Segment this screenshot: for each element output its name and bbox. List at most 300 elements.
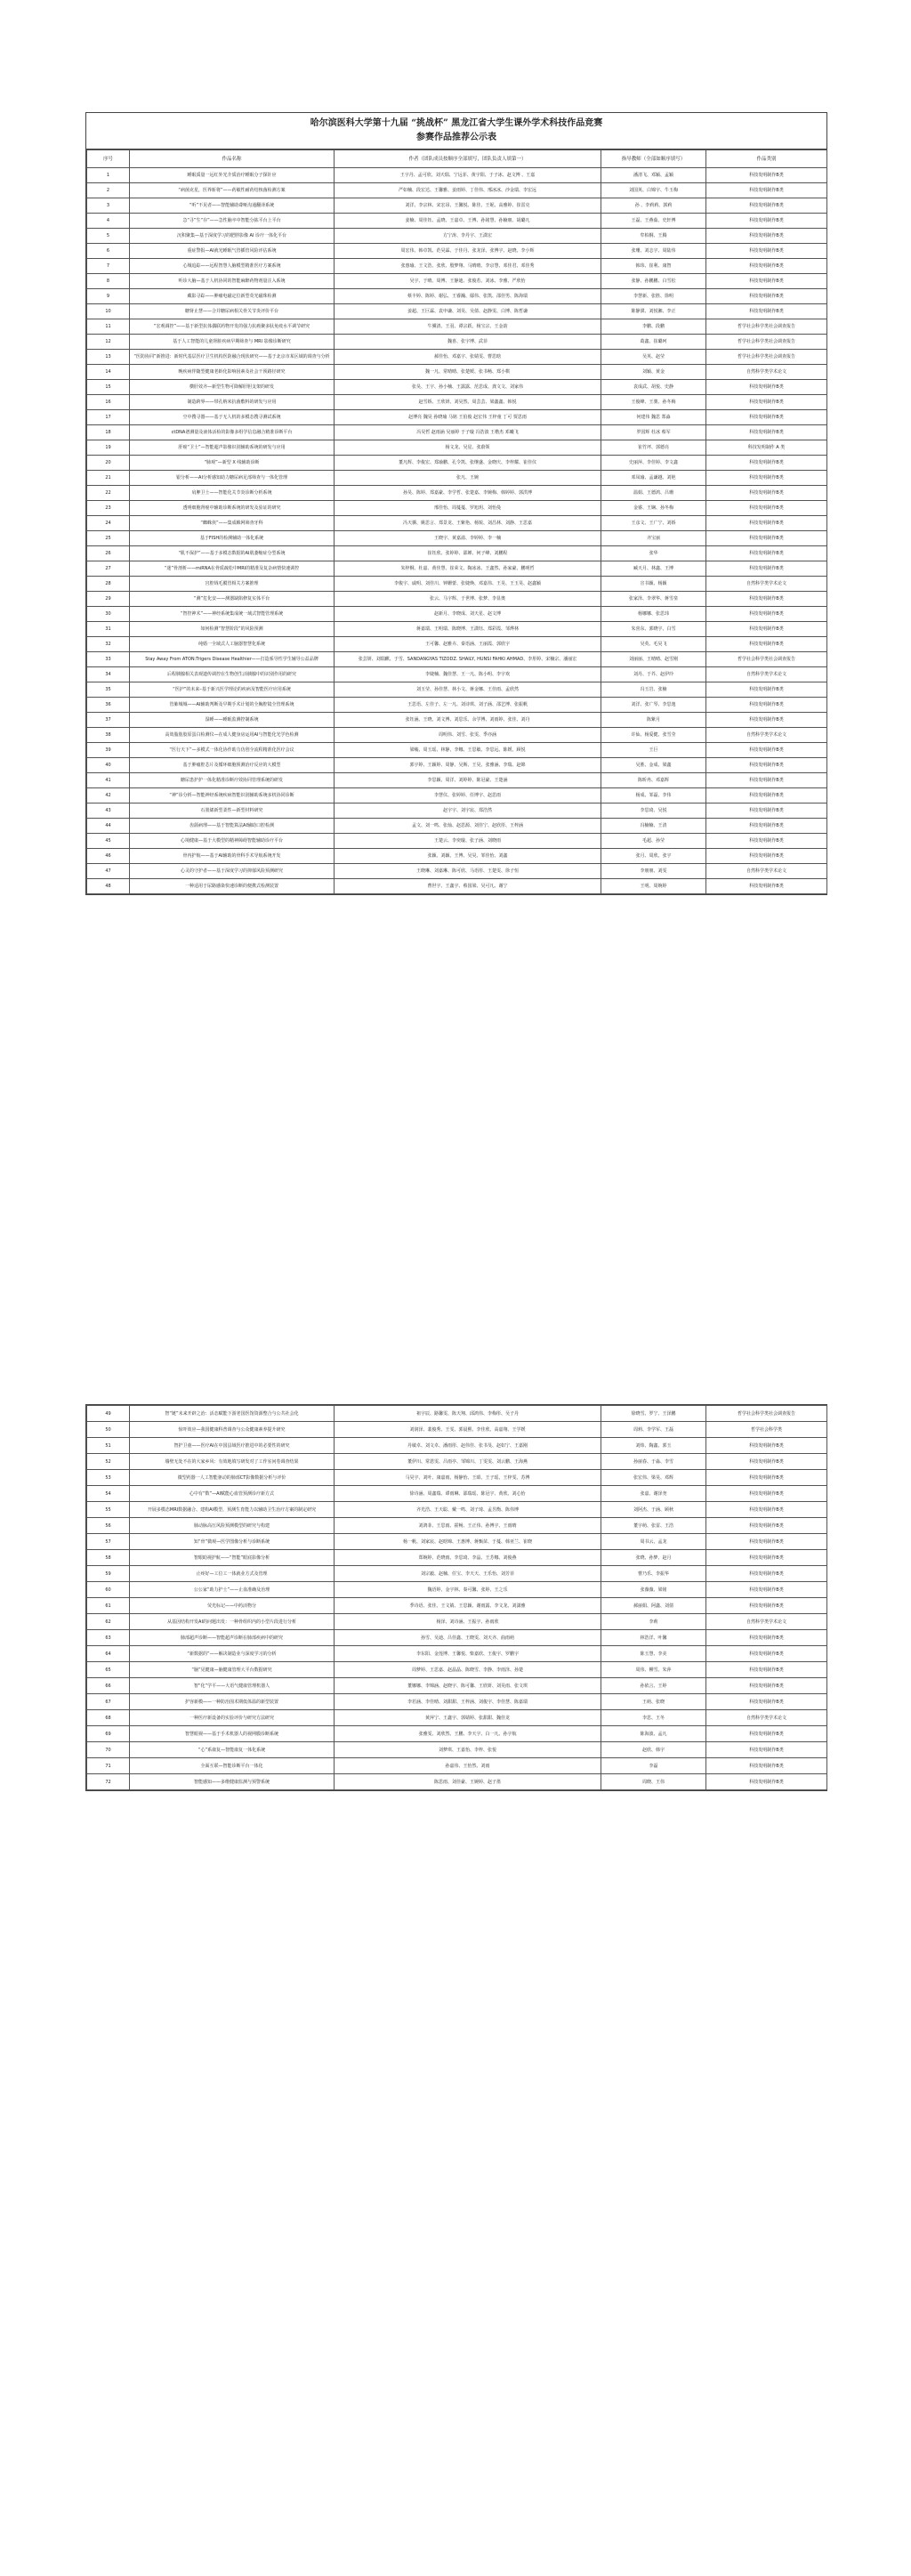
cell-authors: 刘梦琪、王嘉怡、李梓、张悦: [335, 1742, 601, 1758]
cell-authors: 刘玉莹、孙佳慧、林小文、蒋金娜、王佳雨、孟欣然: [335, 682, 601, 698]
cell-authors: 张惠瑜、王文浩、张欣、殷梦翔、马晴晴、李京慧、邓佳君、邓佳秀: [335, 259, 601, 274]
cell-work: 智慧眼视——基于手术机器人的视网膜诊断系统: [130, 1726, 335, 1742]
cell-work: 湿睡——睡眠监测控制系统: [130, 713, 335, 728]
cell-no: 68: [87, 1710, 130, 1726]
table-row: [87, 471, 827, 486]
cell-work: “脑”见健康—脑健康管理大平台数据研究: [130, 1662, 335, 1678]
cell-work: 急“寻”生“存”——急性脑卒中智能分拣平台上平台: [130, 214, 335, 229]
table-row: [87, 1694, 827, 1710]
cell-category: 科技发明制作B类: [706, 1598, 827, 1614]
cell-category: 科技发明制作B类: [706, 561, 827, 577]
cell-advisor: 牟柏桐、王腾: [601, 229, 706, 244]
cell-no: 64: [87, 1646, 130, 1662]
cell-category: 科技发明制作B类: [706, 1534, 827, 1550]
cell-authors: 董娜娜、李锦涵、赵晓宇、陈可馨、王欣妍、刘昊雨、张文琪: [335, 1678, 601, 1694]
cell-work: 智“化”学平——大语气健康管理机器人: [130, 1678, 335, 1694]
cell-advisor: 刘阿杰、于涵、顾秋: [601, 1502, 706, 1518]
cell-advisor: 孙依言、王婷: [601, 1678, 706, 1694]
cell-no: 27: [87, 561, 130, 577]
cell-category: 科技发明制作B类: [706, 1438, 827, 1454]
cell-no: 66: [87, 1678, 130, 1694]
cell-advisor: 刘颖、黄金: [601, 365, 706, 380]
cell-work: 墙壁无处不在的大家乡风：有效地填写研发对了工作室问卷调查结果: [130, 1454, 335, 1470]
table-row: [87, 486, 827, 501]
table-row: [87, 1630, 827, 1646]
cell-no: 17: [87, 410, 130, 425]
cell-advisor: 郝丽娟、阿鑫、刘倩: [601, 1598, 706, 1614]
cell-authors: 齐光浩、王天聪、戴一鸣、刘子琦、孟昱衡、陈伟博: [335, 1502, 601, 1518]
table-header-row: [87, 150, 827, 168]
cell-no: 70: [87, 1742, 130, 1758]
cell-no: 40: [87, 758, 130, 773]
table-row: [87, 1598, 827, 1614]
cell-authors: 孟文、刘一鸣、张灿、赵思源、刘佳宁、赵欣彤、王梓涵: [335, 819, 601, 834]
cell-work: 心境健康—基于大模型的精神障碍智能辅助诊疗平台: [130, 834, 335, 849]
cell-no: 61: [87, 1598, 130, 1614]
cell-category: 科技发明制作B类: [706, 592, 827, 607]
cell-category: 科技发明制作B类: [706, 849, 827, 864]
cell-advisor: 李鹏、段鹏: [601, 319, 706, 335]
cell-work: “测”危化安——测器缺陷修复实体平台: [130, 592, 335, 607]
cell-work: 管肺城城——AI辅助判断及早期手术计划的全胸腔镜全管理系统: [130, 698, 335, 713]
table-row: [87, 244, 827, 259]
header-advisor: 指导教师（全部如顺序填写）: [601, 150, 706, 168]
cell-work: 止疼好—工位工一体就业方式及管理: [130, 1566, 335, 1582]
cell-work: 纯婚一全域式人工脑器智慧化系统: [130, 637, 335, 652]
cell-authors: 郝佳怡、邓嘉宇、张婧雯、曹思晗: [335, 350, 601, 365]
cell-category: 自然科学类学术论文: [706, 864, 827, 879]
cell-authors: 王宇丹、孟可欣、刘天瑞、宁远菲、黄宇阳、于子冰、赵文博 、王嘉: [335, 168, 601, 183]
table-row: [87, 1422, 827, 1438]
cell-advisor: 吴胜、金成、梁鑫: [601, 758, 706, 773]
cell-advisor: 张嘉、谢泽尧: [601, 1486, 706, 1502]
table-row: [87, 1662, 827, 1678]
table-row: [87, 728, 827, 743]
cell-work: 微型药器一人工智能驱动的肺部CT影像数据分析与评价: [130, 1470, 335, 1486]
cell-work: 惊吓效应—我国健康科普调查与公众健康素养提升研究: [130, 1422, 335, 1438]
cell-advisor: 张华: [601, 546, 706, 561]
cell-work: 制造跨界——带孔纳米抗菌敷料的研发与应用: [130, 395, 335, 410]
cell-category: 科技发明制作B类: [706, 1502, 827, 1518]
table-row: [87, 289, 827, 304]
cell-category: 科技发明制作B类: [706, 819, 827, 834]
cell-no: 11: [87, 319, 130, 335]
cell-category: 科技发明制作B类: [706, 304, 827, 319]
cell-authors: 朱梓桐、杜嘉、黄佳慧、崔荣文、陶冰冰、王鑫然、孙家豪、鹏明哲: [335, 561, 601, 577]
cell-advisor: 温娟、王德鸿、吕珊: [601, 486, 706, 501]
table-row: [87, 1502, 827, 1518]
cell-work: 基于人工智能的儿童肾脏疾病早期筛查与 MRI 影像诊断研究: [130, 335, 335, 350]
table-row: [87, 259, 827, 274]
cell-no: 26: [87, 546, 130, 561]
cell-authors: 杨泽、刘诗涵、王振宇、孙雨欣: [335, 1614, 601, 1630]
table-row: [87, 1438, 827, 1454]
table-row: [87, 516, 827, 531]
cell-category: 哲学社会科学类社会调查报告: [706, 350, 827, 365]
cell-no: 8: [87, 274, 130, 289]
cell-advisor: 韩玮、崔利、康智: [601, 259, 706, 274]
cell-advisor: 陈玉慧、李美: [601, 1646, 706, 1662]
cell-authors: 祖宇辰、路馨雯、陈天翔、邱鸿伟、李梅彤、吴子丹: [335, 1406, 601, 1422]
cell-no: 24: [87, 516, 130, 531]
cell-work: 肺动脉高压风险预测模型的研究与构建: [130, 1518, 335, 1534]
table-row: [87, 531, 827, 546]
cell-no: 44: [87, 819, 130, 834]
cell-no: 36: [87, 698, 130, 713]
cell-category: 自然科学类学术论文: [706, 1614, 827, 1630]
cell-advisor: 臧天月、林鑫、王博: [601, 561, 706, 577]
cell-category: 科技发明制作B类: [706, 622, 827, 637]
cell-authors: 郑婉婷、范晓雨、李思琦、李晶、王芳娜、刘俊燕: [335, 1550, 601, 1566]
cell-no: 62: [87, 1614, 130, 1630]
table-row: [87, 214, 827, 229]
cell-advisor: 李思琦、吴悦: [601, 803, 706, 819]
header-work: 作品名称: [130, 150, 335, 168]
cell-authors: 黄萍宁、王鑫宇、郭婧婷、张甜甜、魏佳龙: [335, 1710, 601, 1726]
cell-advisor: 罗国辉 杜冰 蔡军: [601, 425, 706, 440]
cell-category: 科技发明制作B类: [706, 259, 827, 274]
cell-advisor: 杨娜娜、张思玮: [601, 607, 706, 622]
cell-advisor: 刘洋、张广琴、李思逸: [601, 698, 706, 713]
cell-category: 科技发明制作B类: [706, 1662, 827, 1678]
cell-advisor: 孙丽春、于淼、李雪: [601, 1454, 706, 1470]
cell-category: 科技发明制作B类: [706, 198, 827, 214]
cell-advisor: 王萌、张晓: [601, 1694, 706, 1710]
cell-no: 65: [87, 1662, 130, 1678]
table-row: [87, 1582, 827, 1598]
cell-no: 23: [87, 501, 130, 516]
cell-authors: 孙嘉伟、王怡然、刘雨: [335, 1758, 601, 1774]
cell-advisor: 张珊、刘志宇、周陆伟: [601, 244, 706, 259]
cell-work: 公公家“助力护士”——止血准确及治理: [130, 1582, 335, 1598]
cell-authors: 刘洋、李宗林、宋宏昂、王馨悦、陈佳、王妮、高雅婷、崔雷克: [335, 198, 601, 214]
cell-authors: 杨文龙、吴星、张蔚领: [335, 440, 601, 456]
cell-advisor: 王磊、王燕茹、史轩博: [601, 214, 706, 229]
cell-advisor: 徐晓雪、罗宁、王泽鹏: [601, 1406, 706, 1422]
cell-advisor: 冯楠楠、王清: [601, 819, 706, 834]
cell-work: 基于FISH的检测辅助一体化系统: [130, 531, 335, 546]
cell-advisor: 张静、孙鹏鹏、白雪松: [601, 274, 706, 289]
cell-no: 15: [87, 380, 130, 395]
cell-no: 57: [87, 1534, 130, 1550]
cell-authors: 刘鸿菲、王思雨、霍畅、王正伟、孙博宇、王雨晴: [335, 1518, 601, 1534]
cell-category: 自然科学类学术论文: [706, 667, 827, 682]
cell-category: 科技发明制作 A 类: [706, 440, 827, 456]
cell-advisor: 刘炜、陶鑫、郭玉: [601, 1438, 706, 1454]
table-row: [87, 743, 827, 758]
cell-advisor: 孙 、李莉莉、郭莉: [601, 198, 706, 214]
cell-no: 71: [87, 1758, 130, 1774]
cell-work: “医防协同”新推进：新时代基层医疗卫生机构医防融合现状研究——基于北京市某区域的调查与分析: [130, 350, 335, 365]
cell-category: 科技发明制作B类: [706, 1582, 827, 1598]
cell-category: 科技发明制作B类: [706, 773, 827, 788]
table-row: [87, 849, 827, 864]
cell-authors: 姜楠、周佳钰、孟晓、王嘉卓、王博、孙铭慧、孙楠朋、胡璐凡: [335, 214, 601, 229]
cell-work: 重症警报—AI就光睡眠气管插管风险评估系统: [130, 244, 335, 259]
cell-authors: 魏喜、张宇博、武菲: [335, 335, 601, 350]
table-row: [87, 788, 827, 803]
cell-no: 41: [87, 773, 130, 788]
cell-no: 54: [87, 1486, 130, 1502]
cell-category: 科技发明制作B类: [706, 682, 827, 698]
cell-work: “迷”骨剖析——miRNA在骨质疏松中MRI的精准及复杂病情快速调控: [130, 561, 335, 577]
cell-advisor: 李莉: [601, 1614, 706, 1630]
cell-authors: 赵雪娇、王欣妍、刘昊然、周芸芸、梁鑫鑫、韩悦: [335, 395, 601, 410]
cell-category: 科技发明制作B类: [706, 758, 827, 773]
cell-work: 智“链”未来开辟之治：活态赋能下游老国医馆资源整合与公共社会化: [130, 1406, 335, 1422]
table-row: [87, 168, 827, 183]
table-row: [87, 1758, 827, 1774]
cell-advisor: 周伟、柳雪、朱萍: [601, 1662, 706, 1678]
cell-authors: 周宏伟、韩卓凯、范昊霖、于佳丹、张龙泽、张博宇、赵晓、李小辉: [335, 244, 601, 259]
cell-work: “新数据的”——解决制造业与深度学习的分析: [130, 1646, 335, 1662]
cell-advisor: 陈紫月: [601, 713, 706, 728]
cell-authors: 张颖、刘颖、王博、吴昊、邹佳怡、刘鑫: [335, 849, 601, 864]
cell-category: 自然科学类学术论文: [706, 365, 827, 380]
cell-no: 46: [87, 849, 130, 864]
cell-no: 1: [87, 168, 130, 183]
cell-advisor: 周书云、孟龙: [601, 1534, 706, 1550]
cell-work: 智能感知——多维健康监测与预警系统: [130, 1774, 335, 1790]
cell-advisor: 张晓、孙梦、赵月: [601, 1550, 706, 1566]
cell-authors: 王可馨、赵雅卉、秦语涵、王丽霞、郭欣宇: [335, 637, 601, 652]
cell-category: 科技发明制作B类: [706, 289, 827, 304]
table-row: [87, 1742, 827, 1758]
cell-work: “智控神术”——神经系统集成统一域式智能管理系统: [130, 607, 335, 622]
cell-authors: 李婕楠、魏佳慧、王一凡、陈小明、李宇欢: [335, 667, 601, 682]
cell-work: 透明细胞肾癌中辅助诊断系统的研发及验证的研究: [130, 501, 335, 516]
cell-authors: 王晓琳、刘嘉琳、陈可欣、马语彤、王楚雯、徐子恒: [335, 864, 601, 879]
table-row: [87, 698, 827, 713]
cell-advisor: 董宇萌、张雷、王浩: [601, 1518, 706, 1534]
table-row: [87, 607, 827, 622]
cell-no: 13: [87, 350, 130, 365]
cell-authors: 魏语婷、金宇林、秦可馨、张婷、王之乐: [335, 1582, 601, 1598]
cell-no: 55: [87, 1502, 130, 1518]
cell-advisor: 刘国英、白锦宇、牛玉梅: [601, 183, 706, 198]
table-row: [87, 1406, 827, 1422]
cell-category: 科技发明制作B类: [706, 1726, 827, 1742]
cell-category: 科技发明制作B类: [706, 743, 827, 758]
cell-category: 科技发明制作B类: [706, 501, 827, 516]
cell-advisor: 潘清飞、邓颖、孟颖: [601, 168, 706, 183]
cell-no: 12: [87, 335, 130, 350]
cell-advisor: 王巨: [601, 743, 706, 758]
cell-no: 59: [87, 1566, 130, 1582]
cell-work: 睡眠质量一远红外光介质治疗睡眠分子探针应: [130, 168, 335, 183]
cell-advisor: 赵欣、韩宇: [601, 1742, 706, 1758]
cell-work: 从基因结构开发AI的问题出发：一种骨组织内的小型片段进行分析: [130, 1614, 335, 1630]
cell-advisor: 张月、周欣、张宇: [601, 849, 706, 864]
cell-category: 哲学社会科学类社会调查报告: [706, 319, 827, 335]
cell-category: 哲学社会科学类社会调查报告: [706, 652, 827, 667]
cell-authors: 严如楠、段宏达、王馨雅、姜雨婷、丁佳伟、邢冰冰、沙金瑞、李宏远: [335, 183, 601, 198]
cell-authors: 王晓宇、黄嘉溢、李婷婷、李一楠: [335, 531, 601, 546]
cell-authors: 蔡丰婷、陈婷、谢弘、王睿瀚、鄢伟、张凯、邵佳男、陈海瑞: [335, 289, 601, 304]
cell-no: 48: [87, 879, 130, 894]
cell-category: 科技发明制作B类: [706, 1758, 827, 1774]
cell-no: 5: [87, 229, 130, 244]
table-row: [87, 1678, 827, 1694]
cell-work: 糖肾止慧——合并糖尿病相关骨关节炎评价平台: [130, 304, 335, 319]
table-row: [87, 561, 827, 577]
cell-category: 科技发明制作B类: [706, 1630, 827, 1646]
cell-authors: 周梦婷、王思嘉、赵晶晶、陈晓雪、李静、李雨泽、孙楚: [335, 1662, 601, 1678]
table-page-1: [85, 112, 827, 895]
cell-advisor: 吴英、毛昊飞: [601, 637, 706, 652]
cell-no: 25: [87, 531, 130, 546]
table-row: [87, 1614, 827, 1630]
cell-work: 如何检测“智慧阶段”的风险预测: [130, 622, 335, 637]
table-row: [87, 229, 827, 244]
cell-authors: 张凡、王婉: [335, 471, 601, 486]
cell-advisor: 宣书颖、杨颖: [601, 577, 706, 592]
cell-no: 31: [87, 622, 130, 637]
cell-work: “医行天下”—多模式一体化协作助力仿创全流程精准化医疗会议: [130, 743, 335, 758]
table-row: [87, 546, 827, 561]
cell-advisor: 李朋朋、刘雯: [601, 864, 706, 879]
cell-authors: 马昊宇、刘叶、康嘉雨、杨静怡、王昭、王子瑶、王梓雯、苏博: [335, 1470, 601, 1486]
cell-no: 53: [87, 1470, 130, 1486]
cell-authors: 李慧仪、张婷婷、任博宇、赵思雨: [335, 788, 601, 803]
cell-authors: 孙昊、陈婷、郑嘉豪、李学哲、张楚嘉、李婉梅、韩婷婷、郭洪博: [335, 486, 601, 501]
cell-work: “神”诊分析—智能神经系统疾病智能识别辅助系统多机协同诊断: [130, 788, 335, 803]
cell-category: 科技发明制作B类: [706, 713, 827, 728]
cell-no: 35: [87, 682, 130, 698]
cell-no: 16: [87, 395, 130, 410]
cell-authors: 冯天骥、姚思言、郑景龙、王紫艳、杨锐、刘昌林、刘静、王思嘉: [335, 516, 601, 531]
table-row: [87, 501, 827, 516]
cell-no: 58: [87, 1550, 130, 1566]
cell-no: 21: [87, 471, 130, 486]
table-row: [87, 758, 827, 773]
cell-no: 28: [87, 577, 130, 592]
cell-no: 14: [87, 365, 130, 380]
cell-no: 34: [87, 667, 130, 682]
cell-authors: 方宁涛、李丹宇、王潇宏: [335, 229, 601, 244]
cell-no: 45: [87, 834, 130, 849]
cell-authors: 蒋嘉瑞、王明瑞、陈晓博、王潇钰、郑彩霞、邹烨林: [335, 622, 601, 637]
cell-work: 空中搜寻器——基于无人机的多模态搜寻测试系统: [130, 410, 335, 425]
cell-authors: 冯昊哲 赵雨涵 吴丽婷 于子璇 冯浩波 王楷杰 邓曦飞: [335, 425, 601, 440]
cell-no: 49: [87, 1406, 130, 1422]
cell-category: 科技发明制作B类: [706, 516, 827, 531]
table-row: [87, 652, 827, 667]
table-row: [87, 879, 827, 894]
table-row: [87, 335, 827, 350]
table-row: [87, 395, 827, 410]
table-row: [87, 682, 827, 698]
cell-authors: 姜超、王巨霖、袁申谦、刘昊、吴倩、赵静雯、白博、陈哲谦: [335, 304, 601, 319]
cell-authors: 张昊、王宇、孙小楠、王露露、范思成、龚文文、刘家伟: [335, 380, 601, 395]
cell-no: 72: [87, 1774, 130, 1790]
cell-work: 藏影寻踪——肿瘤电磁定位新型荧光磁珠检测: [130, 289, 335, 304]
cell-no: 37: [87, 713, 130, 728]
cell-advisor: 周晓、王伟: [601, 1774, 706, 1790]
table-row: [87, 864, 827, 879]
cell-category: 科技发明制作B类: [706, 1454, 827, 1470]
cell-no: 19: [87, 440, 130, 456]
cell-authors: 孙雪、吴迪、吕佳鑫、王晓雯、刘天齐、曲雨萌: [335, 1630, 601, 1646]
cell-category: 自然科学类学术论文: [706, 1710, 827, 1726]
table-row: [87, 819, 827, 834]
cell-advisor: 王彦文、王广宁、刘娇: [601, 516, 706, 531]
cell-advisor: 陈海波、孟凡: [601, 1726, 706, 1742]
cell-work: 宫腔绒毛膜管相关方案推理: [130, 577, 335, 592]
cell-authors: 董凡辉、李俊宏、郑瑜鹏、孔令凯、张继盛、金晓庆、李梓耀、崔佳仪: [335, 456, 601, 471]
cell-no: 29: [87, 592, 130, 607]
cell-no: 56: [87, 1518, 130, 1534]
cell-category: 科技发明制作B类: [706, 1774, 827, 1790]
cell-category: 科技发明制作B类: [706, 1550, 827, 1566]
table-row: [87, 667, 827, 682]
table-row: [87, 198, 827, 214]
cell-work: 一种医疗新设备的实验评价与研究方法研究: [130, 1710, 335, 1726]
cell-category: 科技发明制作B类: [706, 214, 827, 229]
table-row: [87, 274, 827, 289]
table-page-2: [85, 1404, 827, 1791]
cell-work: 护容新模——一种防治围术期低体温的新型装置: [130, 1694, 335, 1710]
cell-advisor: 吴英、赵莹: [601, 350, 706, 365]
cell-work: 横肝效齐—新型生物可降解肝胆支架的研发: [130, 380, 335, 395]
cell-no: 60: [87, 1582, 130, 1598]
cell-no: 20: [87, 456, 130, 471]
cell-no: 30: [87, 607, 130, 622]
cell-work: 听诊大脑—基于人机协同的智能麻醉药物剂量注入系统: [130, 274, 335, 289]
cell-advisor: 齐宝丽: [601, 531, 706, 546]
cell-work: “听”不见者——智能辅助聋哑沟通翻译系统: [130, 198, 335, 214]
table-row: [87, 1486, 827, 1502]
cell-category: 科技发明制作B类: [706, 834, 827, 849]
table-row: [87, 1726, 827, 1742]
cell-no: 47: [87, 864, 130, 879]
cell-no: 10: [87, 304, 130, 319]
cell-work: 齿颌病理——基于智能算法AI辅助口腔检测: [130, 819, 335, 834]
cell-category: 哲学社会科学类社会调查报告: [706, 335, 827, 350]
cell-no: 50: [87, 1422, 130, 1438]
nomination-table: [86, 149, 827, 894]
cell-work: 石墨烯新型柔性—新型材料研究: [130, 803, 335, 819]
cell-advisor: 王明、周婉婷: [601, 879, 706, 894]
cell-authors: 刘宗毅、赵楠、任宝、李天天、王乐怡、刘芳菲: [335, 1566, 601, 1582]
cell-authors: 李若涵、李佳晴、刘甜甜、王梓涵、刘俊宇、李佳慧、陈嘉瑞: [335, 1694, 601, 1710]
table-row: [87, 773, 827, 788]
table-row: [87, 1518, 827, 1534]
cell-category: 科技发明制作B类: [706, 1470, 827, 1486]
cell-no: 63: [87, 1630, 130, 1646]
cell-no: 32: [87, 637, 130, 652]
cell-no: 52: [87, 1454, 130, 1470]
cell-advisor: 刘丹、于芥、赵伊玲: [601, 667, 706, 682]
cell-category: 科技发明制作B类: [706, 879, 827, 894]
cell-no: 51: [87, 1438, 130, 1454]
cell-category: 科技发明制作B类: [706, 1742, 827, 1758]
cell-advisor: 周莉、李学军、王磊: [601, 1422, 706, 1438]
table-row: [87, 350, 827, 365]
cell-no: 42: [87, 788, 130, 803]
cell-work: 知“骨”微观—医学图像分析与诊断系统: [130, 1534, 335, 1550]
cell-advisor: 冯玉岩、张楠: [601, 682, 706, 698]
title-line-2: 参赛作品推荐公示表: [416, 133, 496, 142]
title-line-1: 哈尔滨医科大学第十九届 “挑战杯” 黑龙江省大学生课外学术科技作品竞赛: [310, 118, 603, 128]
cell-work: “肌不保护”——基于多模态数据的AI肌萎缩症分型系统: [130, 546, 335, 561]
cell-authors: 周明伟、刘雪、张雯、季亦涵: [335, 728, 601, 743]
cell-advisor: 张薇薇、梁铭: [601, 1582, 706, 1598]
cell-category: 科技发明制作B类: [706, 471, 827, 486]
cell-work: ctDNA谱测量及液体活检的影像多组学信息融合精准诊断平台: [130, 425, 335, 440]
cell-advisor: 张家泽、李翠华、蒋雪垒: [601, 592, 706, 607]
cell-category: 哲学社会科学类: [706, 1422, 827, 1438]
